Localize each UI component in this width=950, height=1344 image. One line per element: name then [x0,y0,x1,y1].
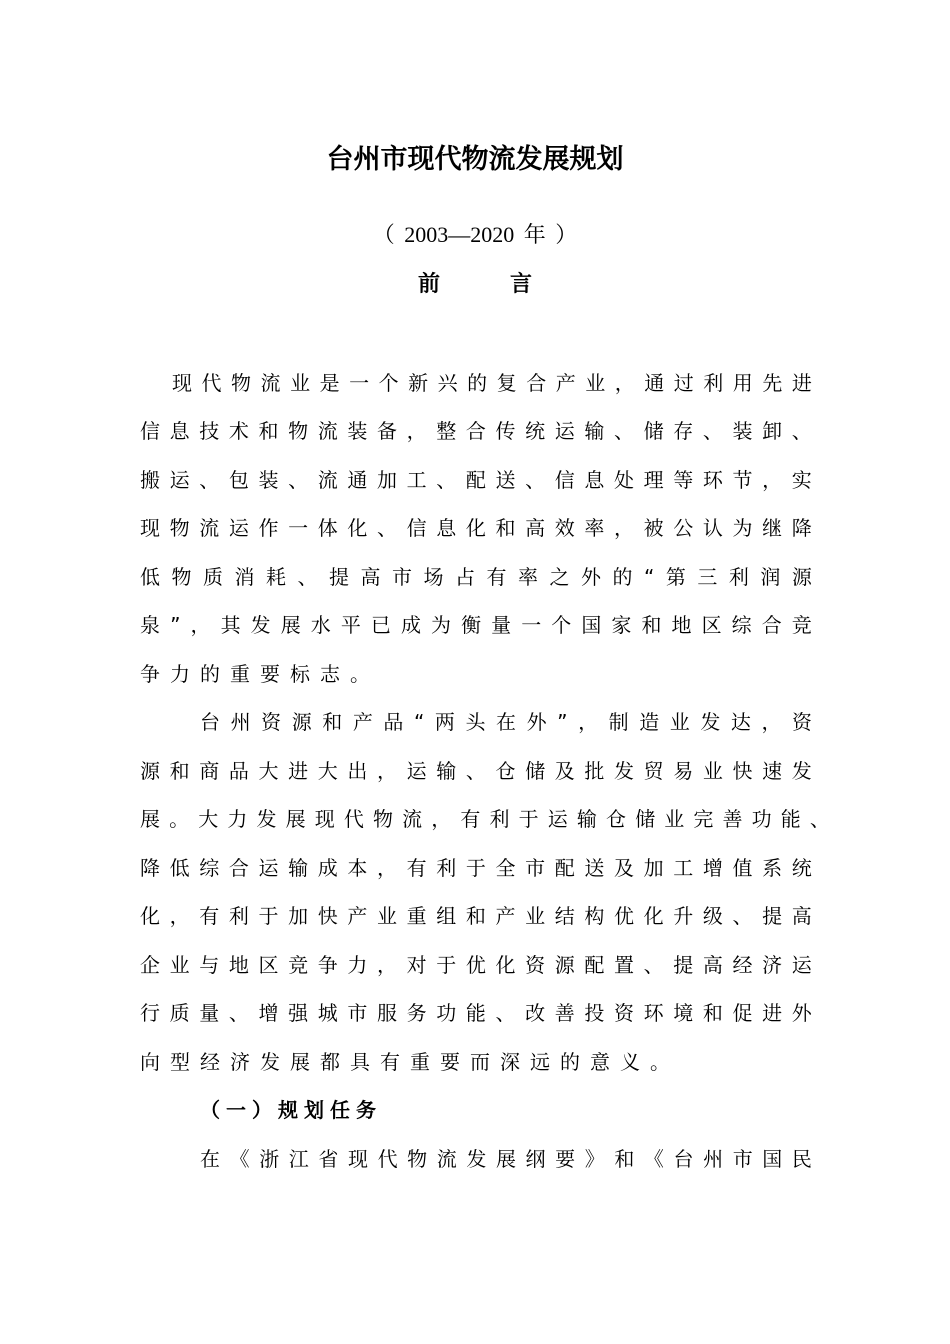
paragraph-line: 低 物 质 消 耗 、 提 高 市 场 占 有 率 之 外 的 “ 第 三 利 润 源 [140,565,812,589]
paragraph-line: 降 低 综 合 运 输 成 本 ， 有 利 于 全 市 配 送 及 加 工 增 值 系 统 [140,856,812,880]
paragraph-line: 展 。 大 力 发 展 现 代 物 流 ， 有 利 于 运 输 仓 储 业 完 善 功 能 、 [140,807,830,831]
paragraph-line: 泉 ” ， 其 发 展 水 平 已 成 为 衡 量 一 个 国 家 和 地 区 综 合 竞 [140,613,812,637]
document-subtitle: （ 2003—2020 年 ） [372,222,578,247]
paragraph-line: 信 息 技 术 和 物 流 装 备 ， 整 合 传 统 运 输 、 储 存 、 装 卸 、 [140,419,812,443]
paragraph-line: 搬 运 、 包 装 、 流 通 加 工 、 配 送 、 信 息 处 理 等 环 节 ， 实 [140,468,812,492]
subsection-heading: （一）规划任务 [200,1098,382,1122]
paragraph-line: 现 物 流 运 作 一 体 化 、 信 息 化 和 高 效 率 ， 被 公 认 为 继 降 [140,516,812,540]
section-heading-preface [0,268,950,302]
paragraph-line: 企 业 与 地 区 竞 争 力 ， 对 于 优 化 资 源 配 置 、 提 高 经 济 运 [140,953,812,977]
paragraph-line: 向型经济发展都具有重要而深远的意义。 [140,1050,680,1074]
paragraph-line: 化 ， 有 利 于 加 快 产 业 重 组 和 产 业 结 构 优 化 升 级 、 提 高 [140,904,812,928]
paragraph-line: 在 《 浙 江 省 现 代 物 流 发 展 纲 要 》 和 《 台 州 市 国 民 [200,1147,812,1171]
section-heading-right: 言 [510,272,533,297]
paragraph-line: 现 代 物 流 业 是 一 个 新 兴 的 复 合 产 业 ， 通 过 利 用 先 进 [172,371,812,395]
paragraph-line: 行 质 量 、 增 强 城 市 服 务 功 能 、 改 善 投 资 环 境 和 促 进 外 [140,1001,812,1025]
section-heading-left: 前 [417,272,440,297]
paragraph-line: 台 州 资 源 和 产 品 “ 两 头 在 外 ” ， 制 造 业 发 达 ， 资 [200,710,812,734]
paragraph-line: 争力的重要标志。 [140,662,380,686]
document-title: 台州市现代物流发展规划 [326,144,624,175]
paragraph-line: 源 和 商 品 大 进 大 出 ， 运 输 、 仓 储 及 批 发 贸 易 业 快 速 发 [140,759,812,783]
